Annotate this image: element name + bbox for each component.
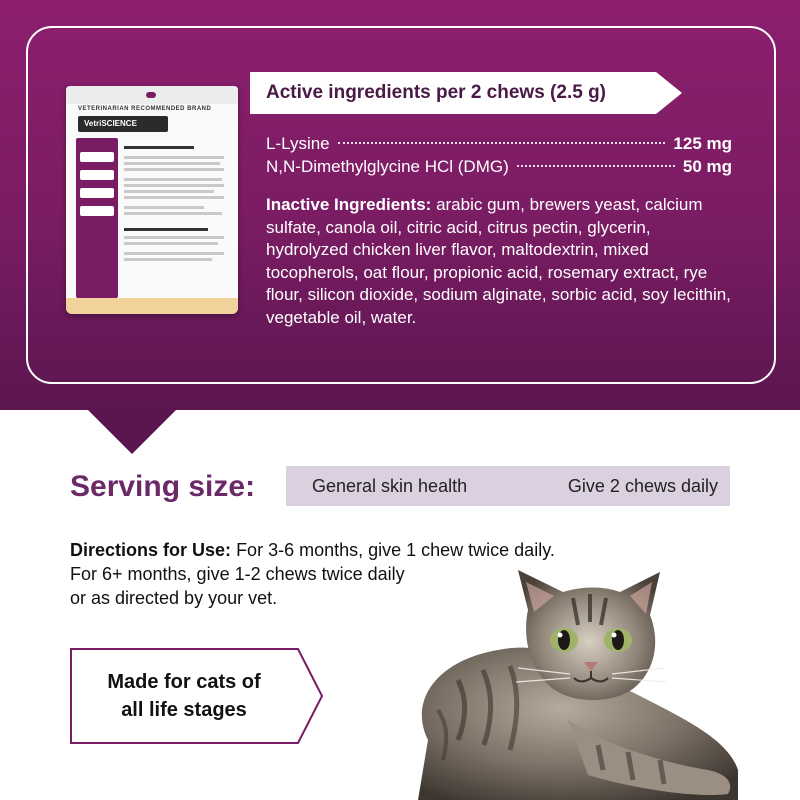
bag-text-line [124, 184, 224, 187]
banner-pointer [86, 408, 178, 454]
bag-text-line [124, 190, 214, 193]
inactive-ingredients [266, 194, 736, 330]
bag-tag [80, 206, 114, 216]
inactive-label: Inactive Ingredients: [266, 195, 432, 214]
bag-text-line [124, 178, 222, 181]
directions-line: For 3-6 months, give 1 chew twice daily. [236, 540, 555, 560]
dot-leader [338, 142, 666, 144]
ingredient-name: L-Lysine [266, 134, 330, 153]
inactive-text: arabic gum, brewers yeast, calcium sulfate, canola oil, citric acid, citrus pectin, glycerin, hydrolyzed chicken liver flavor, maltodextrin, mixed tocopherols, oat flour, propionic acid, rosemary extract, rye flour, silicon dioxide, sodium alginate, sorbic acid, soy lecithin, vegetable oil, water. [266, 195, 731, 327]
serving-size-label: Serving size: [70, 470, 256, 503]
serving-dose: Give 2 chews daily [567, 475, 718, 496]
bag-text-line [124, 252, 224, 255]
ingredient-amount: 50 mg [682, 157, 732, 176]
directions-line: or as directed by your vet. [70, 588, 278, 608]
bag-text-line [124, 146, 194, 149]
cat-photo [398, 570, 800, 800]
bag-hang-hole [146, 92, 156, 98]
bag-tag [80, 170, 114, 180]
bag-text-line [124, 236, 224, 239]
product-bag-image [66, 86, 238, 314]
callout-text [70, 668, 298, 724]
serving-size-box [286, 466, 730, 506]
bag-text-line [124, 206, 204, 209]
directions-label: Directions for Use: [70, 540, 232, 560]
life-stages-callout [70, 648, 324, 744]
dot-leader [517, 165, 675, 167]
bag-tag [80, 188, 114, 198]
directions-line: For 6+ months, give 1-2 chews twice daily [70, 564, 405, 584]
bag-text-line [124, 162, 220, 165]
bag-side-panel [76, 138, 118, 298]
bag-tag [80, 152, 114, 162]
bag-text-line [124, 242, 218, 245]
bag-text-line [124, 228, 208, 231]
callout-line: all life stages [121, 699, 247, 721]
bag-text-line [124, 258, 212, 261]
bag-text-line [124, 168, 224, 171]
serving-use: General skin health [312, 475, 468, 496]
bag-text-line [124, 156, 224, 159]
bag-logo: VetriSCIENCE [78, 116, 168, 132]
ingredient-amount: 125 mg [673, 134, 732, 153]
bag-bottom-stripe [66, 298, 238, 314]
callout-line: Made for cats of [107, 671, 261, 693]
bag-text-line [124, 212, 222, 215]
bag-text-line [124, 196, 224, 199]
ingredient-name: N,N-Dimethylglycine HCl (DMG) [266, 157, 509, 176]
ingredient-row [266, 157, 732, 179]
bag-brand-line: VETERINARIAN RECOMMENDED BRAND [78, 106, 212, 112]
ingredient-row [266, 134, 732, 156]
active-ingredients-title: Active ingredients per 2 chews (2.5 g) [266, 82, 606, 103]
